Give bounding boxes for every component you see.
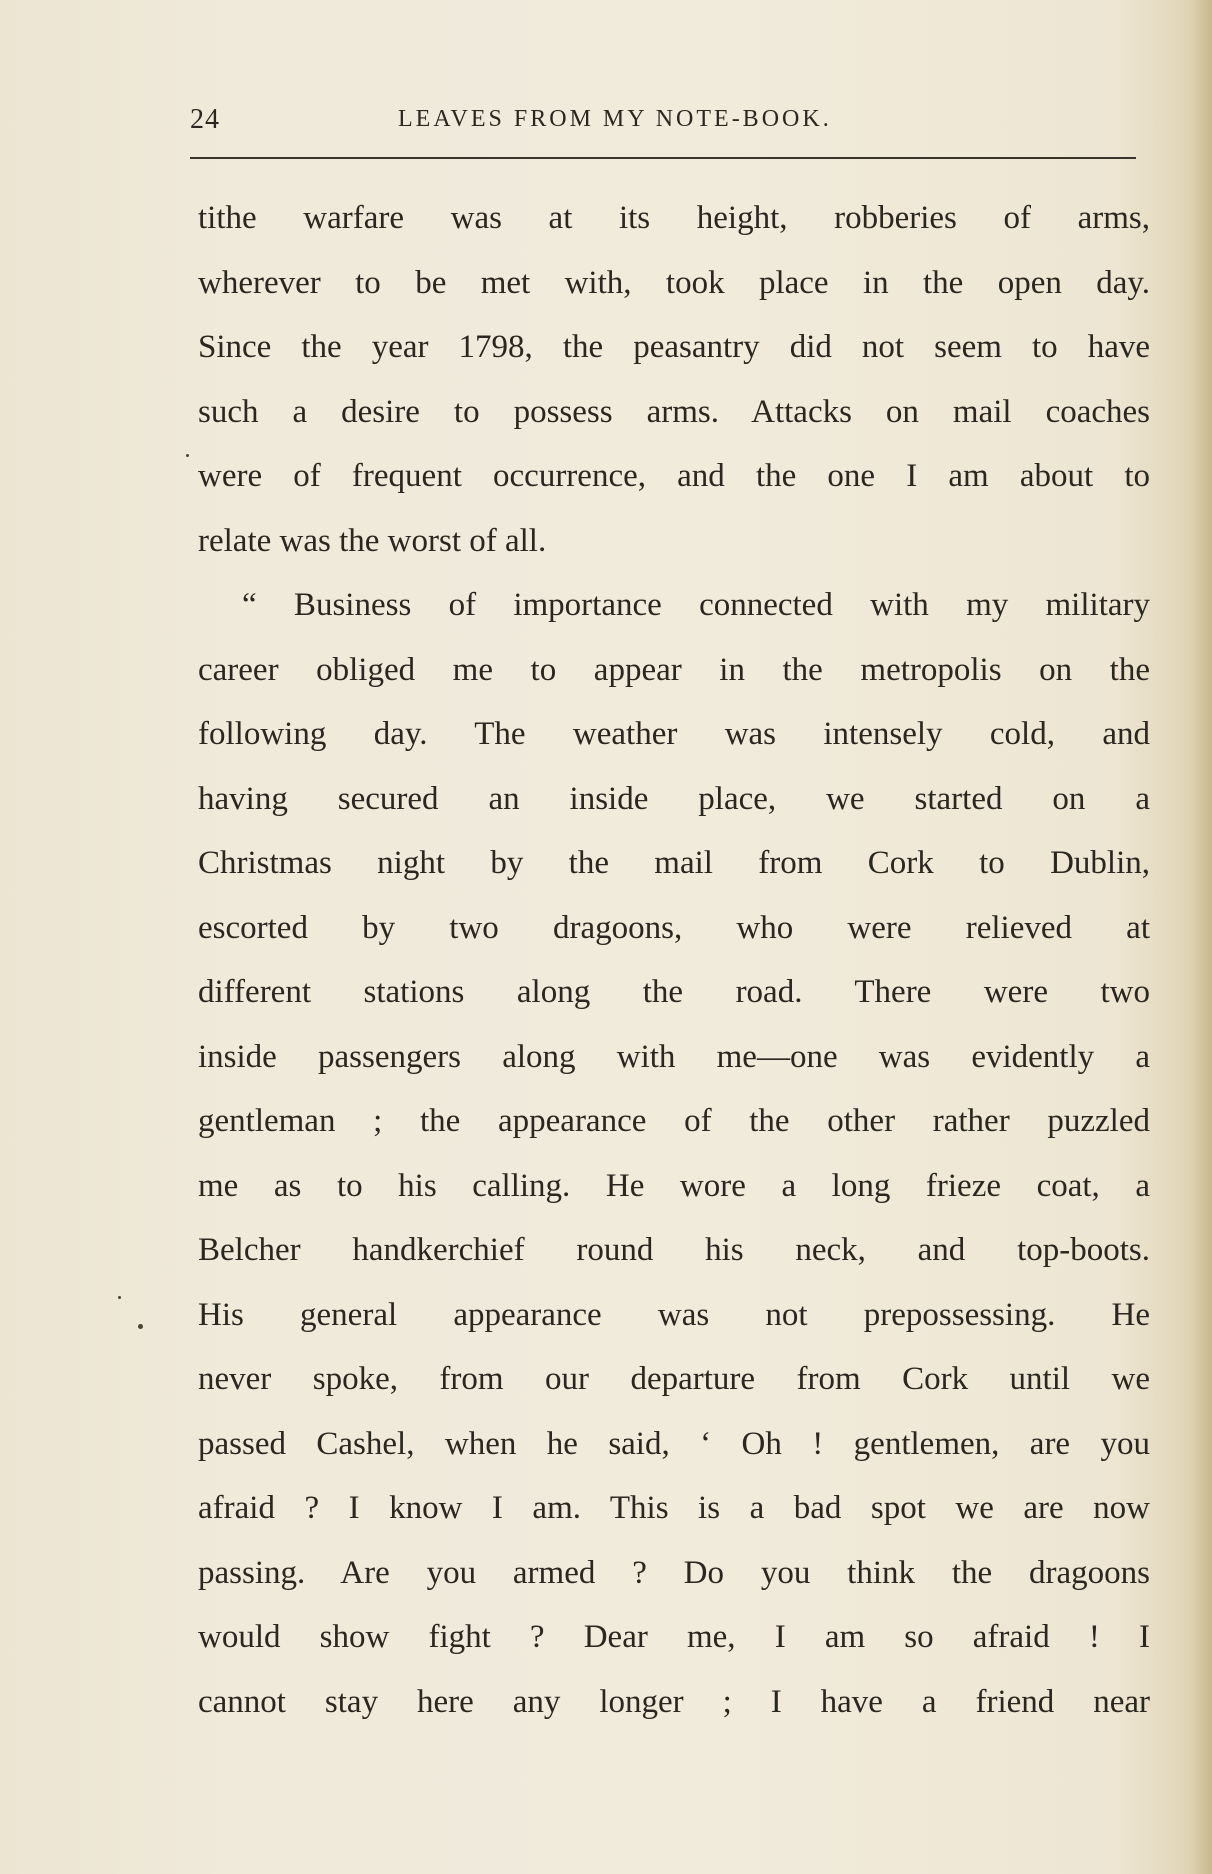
text-line: were of frequent occurrence, and the one I am about to xyxy=(198,458,1150,494)
text-line: Christmas night by the mail from Cork to Dublin, xyxy=(198,845,1150,881)
text-line: Since the year 1798, the peasantry did not seem to have xyxy=(198,329,1150,365)
text-line: afraid ? I know I am. This is a bad spot we are now xyxy=(198,1490,1150,1526)
ink-speck xyxy=(118,1296,121,1299)
ink-speck xyxy=(186,454,189,457)
text-line: wherever to be met with, took place in the open day. xyxy=(198,264,1150,301)
text-line: cannot stay here any longer ; I have a friend near xyxy=(198,1683,1150,1720)
text-line: relate was the worst of all. xyxy=(198,522,547,559)
text-line: such a desire to possess arms. Attacks on mail coaches xyxy=(198,393,1150,430)
text-line: having secured an inside place, we started on a xyxy=(198,780,1150,817)
text-line: passed Cashel, when he said, ‘ Oh ! gentlemen, are you xyxy=(198,1425,1150,1462)
text-line: me as to his calling. He wore a long frieze coat, a xyxy=(198,1167,1150,1204)
body-text xyxy=(198,186,1150,1734)
text-line: following day. The weather was intensely cold, and xyxy=(198,716,1150,752)
text-line: Belcher handkerchief round his neck, and top-boots. xyxy=(198,1232,1150,1268)
running-title: LEAVES FROM MY NOTE-BOOK. xyxy=(398,106,832,132)
text-line: tithe warfare was at its height, robberies of arms, xyxy=(198,200,1150,236)
text-line: passing. Are you armed ? Do you think the dragoons xyxy=(198,1554,1150,1591)
text-line: gentleman ; the appearance of the other rather puzzled xyxy=(198,1103,1150,1139)
running-head xyxy=(190,104,1136,144)
text-line: escorted by two dragoons, who were relieved at xyxy=(198,909,1150,946)
text-line: different stations along the road. There were two xyxy=(198,974,1150,1010)
text-line: career obliged me to appear in the metropolis on the xyxy=(198,651,1150,688)
page-edge-shadow xyxy=(1190,0,1212,1874)
header-rule xyxy=(190,157,1136,159)
text-line: would show fight ? Dear me, I am so afraid ! I xyxy=(198,1619,1150,1655)
text-line: “ Business of importance connected with my military xyxy=(242,587,1150,623)
ink-speck xyxy=(138,1324,143,1329)
text-line: His general appearance was not prepossessing. He xyxy=(198,1296,1150,1333)
text-line: inside passengers along with me—one was evidently a xyxy=(198,1038,1150,1075)
page-number: 24 xyxy=(190,104,220,135)
text-line: never spoke, from our departure from Cork until we xyxy=(198,1361,1150,1397)
